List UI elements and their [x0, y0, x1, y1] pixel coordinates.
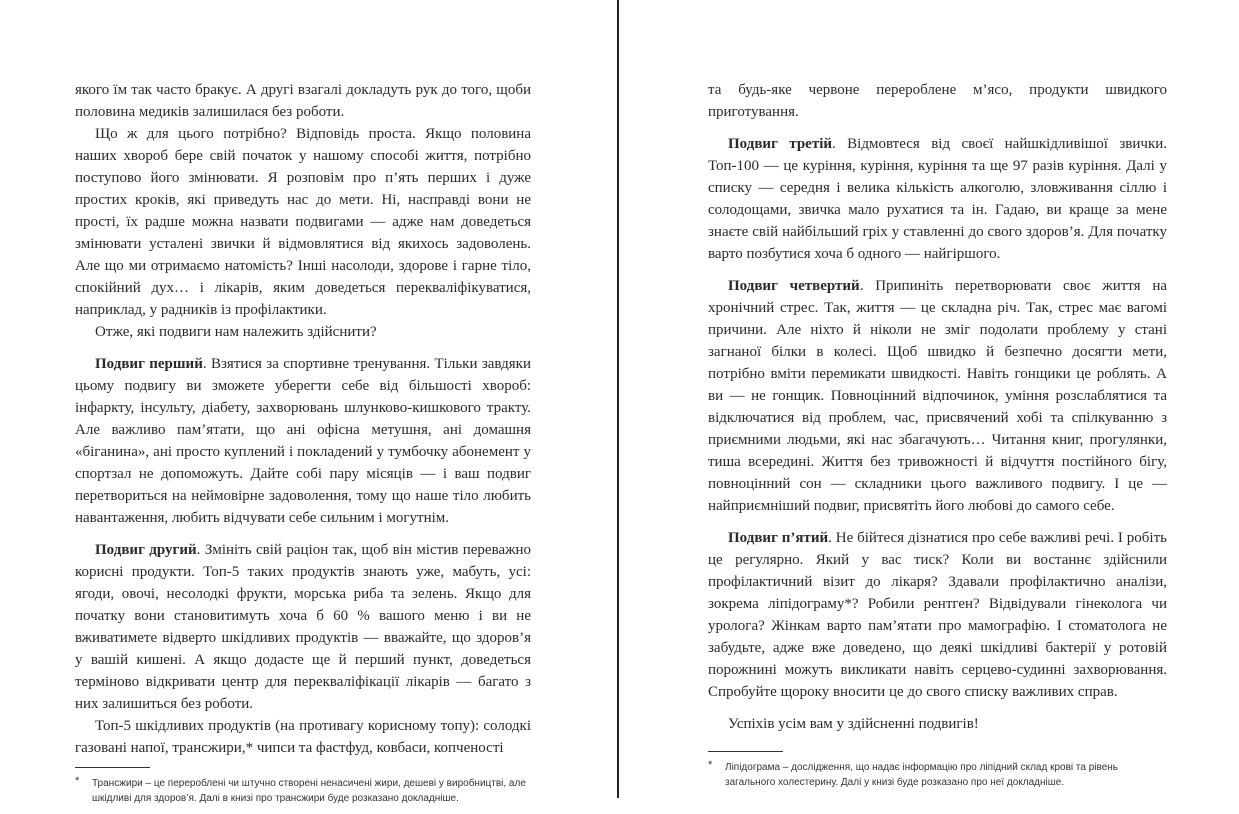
closing-line: Успіхів усім вам у здійсненні подвигів!	[728, 716, 979, 732]
feat-heading: Подвиг п’ятий	[728, 530, 829, 546]
page-spacer	[75, 759, 617, 767]
footnote	[708, 760, 1168, 790]
feat-three-paragraph: Подвиг третій. Відмовтеся від своєї найшкідливішої звички. Топ-100 — це куріння, куріння, куріння та ще 97 разів куріння. Далі у списку — середня і велика кількість алкоголю, зловживання сіллю і солодощами, звичка мало рухатися та ін. Гадаю, ви краще за мене знаєте свій найбільший гріх у ставленні до свого здоров’я. Для початку варто позбутися хоча б одного — найгіршого.	[708, 136, 1168, 262]
footnote	[75, 776, 535, 806]
footnote-rule	[708, 751, 783, 752]
paragraph: Топ-5 шкідливих продуктів (на противагу корисному топу): солодкі газовані напої, трансжири,* чипси та фастфуд, ковбаси, копченості	[75, 718, 531, 756]
feat-five-paragraph: Подвиг п’ятий. Не бійтеся дізнатися про себе важливі речі. І робіть це регулярно. Який у вас тиск? Коли ви востаннє здійснили профілактичний візит до лікаря? Здавали профілактично аналізи, зокрема ліпідограму*? Робили рентген? Відвідували гінеколога чи уролога? Жінкам варто пам’ятати про мамографію. І стоматолога не забудьте, адже вже доведено, що деякі шкідливі бактерії у ротовій порожнині можуть викликати навіть серцево-судинні захворювання. Спробуйте щороку вносити це до свого списку важливих справ.	[708, 530, 1167, 700]
footnote-block	[708, 751, 1239, 798]
feat-heading: Подвиг другий	[95, 542, 197, 558]
page-spacer	[708, 735, 1239, 751]
left-page	[0, 0, 617, 804]
footnote-mark: *	[708, 759, 713, 771]
feat-heading: Подвиг четвертий	[728, 278, 860, 294]
footnote-text: Ліпідограма – дослідження, що надає інформацію про ліпідний склад крові та рівень загального холестерину. Далі у книзі буде розказано про неї докладніше.	[725, 762, 1118, 788]
footnote-rule	[75, 767, 150, 768]
feat-heading: Подвиг перший	[95, 356, 203, 372]
feat-two-paragraph: Подвиг другий. Змініть свій раціон так, щоб він містив переважно корисні продукти. Топ-5 таких продуктів знають уже, мабуть, усі: ягоди, овочі, несолодкі фрукти, морська риба та зелень. Якщо для початку вони становитимуть хоча б 60 % вашого меню і ви не вживатимете відверто шкідливих продуктів — вважайте, що здоров’я у вашій кишені. А якщо додасте ще й перший пункт, доведеться терміново відкривати центр для перекваліфікації лікарів — багато з них залишиться без роботи.	[75, 542, 531, 712]
paragraph: Отже, які подвиги нам належить здійснити?	[95, 324, 377, 340]
footnote-mark: *	[75, 775, 80, 787]
right-page	[619, 0, 1239, 798]
paragraph: Що ж для цього потрібно? Відповідь проста. Якщо половина наших хвороб бере свій початок у нашому способі життя, потрібно поступово його змінювати. Я розповім про п’ять перших і дуже простих кроків, які приведуть нас до мети. Ні, насправді вони не прості, їх радше можна назвати подвигами — адже нам доведеться змінювати усталені звички й відмовлятися від якихось задоволень. Але що ми отримаємо натомість? Інші насолоди, здорове і гарне тіло, спокійний дух… і лікарів, яким доведеться перекваліфікуватися, наприклад, у радників із профілактики.	[75, 126, 531, 318]
feat-four-paragraph: Подвиг четвертий. Припиніть перетворювати своє життя на хронічний стрес. Так, життя — це складна річ. Так, стрес має вагомі причини. Але ніхто й ніколи не зміг подолати проблему у стані загнаної білки в колесі. Щоб швидко й безпечно досягти мети, потрібно вміти перемикати швидкості. Навіть гонщики це роблять. А ви — не гонщик. Повноцінний відпочинок, уміння розслаблятися та відключатися від проблем, час, присвячений хобі та спілкуванню з приємними людьми, які нас збагачують… Читання книг, прогулянки, тиша всередині. Життя без тривожності й відчуття постійного бігу, повноцінний сон — складники цього важливого подвигу. І це — найприємніший подвиг, присвятіть його любові до самого себе.	[708, 278, 1168, 514]
paragraph: та будь-яке червоне перероблене м’ясо, продукти швидкого приготування.	[708, 82, 1167, 120]
footnote-block	[75, 767, 617, 814]
footnote-text: Трансжири – це перероблені чи штучно створені ненасичені жири, дешеві у виробництві, але шкідливі для здоров’я. Далі в книзі про трансжири буде розказано докладніше.	[92, 778, 526, 804]
feat-one-paragraph: Подвиг перший. Взятися за спортивне тренування. Тільки завдяки цьому подвигу ви зможете уберегти себе від більшості хвороб: інфаркту, інсульту, діабету, захворювань шлунково-кишкового тракту. Але важливо пам’ятати, що ані офісна метушня, ані домашня «біганина», ані просто куплений і покладений у тумбочку абонемент у спортзал не допоможуть. Дайте собі пару місяців — і ваш подвиг перетвориться на неймовірне задоволення, тому що наше тіло любить навантаження, любить відчувати себе сильним і могутнім.	[75, 356, 531, 526]
paragraph: якого їм так часто бракує. А другі взагалі докладуть рук до того, щоби половина медиків залишилася без роботи.	[75, 82, 531, 120]
left-page-body	[75, 79, 531, 759]
feat-heading: Подвиг третій	[728, 136, 833, 152]
right-page-body	[708, 79, 1167, 735]
